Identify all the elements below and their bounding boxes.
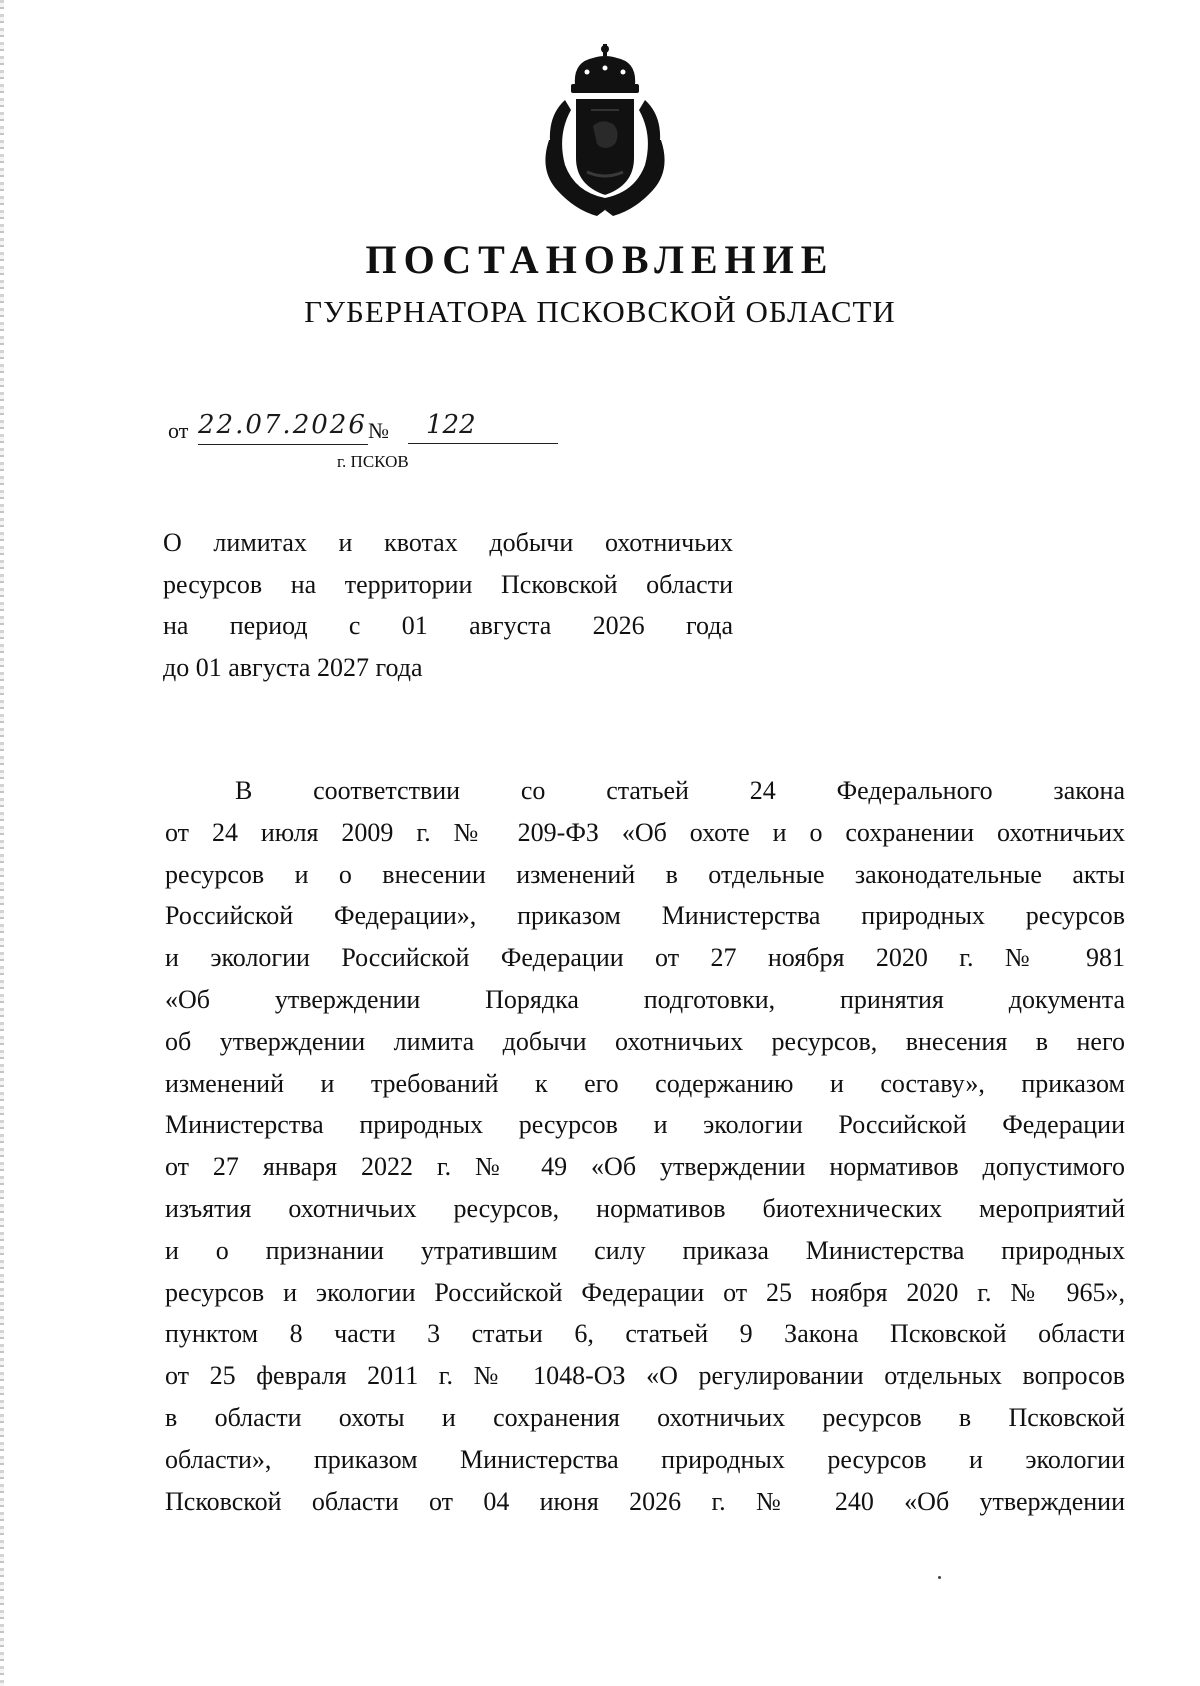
subject-line: до 01 августа 2027 года <box>163 652 423 682</box>
body-line: в области охоты и сохранения охотничьих ресурсов в Псковской <box>165 1402 1125 1432</box>
body-line: ресурсов и о внесении изменений в отдельные законодательные акты <box>165 859 1125 889</box>
body-line: об утверждении лимита добычи охотничьих ресурсов, внесения в него <box>165 1026 1125 1056</box>
scan-speck <box>938 1576 941 1579</box>
body-line: Псковской области от 04 июня 2026 г. № 240 «Об утверждении <box>165 1486 1125 1516</box>
body-line: Министерства природных ресурсов и экологии Российской Федерации <box>165 1110 1125 1140</box>
handwritten-date: 22.07.2026 <box>198 410 368 445</box>
subject-line: на период с 01 августа 2026 года <box>163 611 733 640</box>
body-line: изменений и требований к его содержанию и составу», приказом <box>165 1068 1125 1098</box>
document-title: ПОСТАНОВЛЕНИЕ <box>365 237 835 282</box>
number-prefix: № <box>368 418 389 443</box>
date-number-line <box>168 410 568 448</box>
body-line: Российской Федерации», приказом Министерства природных ресурсов <box>165 901 1125 931</box>
coat-of-arms-icon <box>535 40 675 220</box>
body-line: «Об утверждении Порядка подготовки, принятия документа <box>165 984 1125 1014</box>
body-line: изъятия охотничьих ресурсов, нормативов биотехнических мероприятий <box>165 1193 1125 1223</box>
body-line: от 24 июля 2009 г. № 209-ФЗ «Об охоте и о сохранении охотничьих <box>165 817 1125 847</box>
body-line: ресурсов и экологии Российской Федерации от 25 ноября 2020 г. № 965», <box>165 1277 1125 1307</box>
body-line: В соответствии со статьей 24 Федерального закона <box>235 776 1125 805</box>
body-line: пунктом 8 части 3 статьи 6, статьей 9 Закона Псковской области <box>165 1319 1125 1349</box>
document-body <box>165 770 1125 1522</box>
document-subject <box>163 522 733 688</box>
body-line: и о признании утратившим силу приказа Министерства природных <box>165 1235 1125 1265</box>
body-line: области», приказом Министерства природных ресурсов и экологии <box>165 1444 1125 1474</box>
body-line: от 27 января 2022 г. № 49 «Об утверждении нормативов допустимого <box>165 1152 1125 1182</box>
body-line: и экологии Российской Федерации от 27 ноября 2020 г. № 981 <box>165 943 1125 973</box>
body-line: от 25 февраля 2011 г. № 1048-ОЗ «О регулировании отдельных вопросов <box>165 1361 1125 1391</box>
date-prefix: от <box>168 418 189 443</box>
city-label: г. ПСКОВ <box>337 452 409 471</box>
handwritten-number: 122 <box>408 410 558 444</box>
subject-line: ресурсов на территории Псковской области <box>163 569 733 599</box>
subject-line: О лимитах и квотах добычи охотничьих <box>163 528 733 557</box>
document-subtitle: ГУБЕРНАТОРА ПСКОВСКОЙ ОБЛАСТИ <box>304 294 896 329</box>
